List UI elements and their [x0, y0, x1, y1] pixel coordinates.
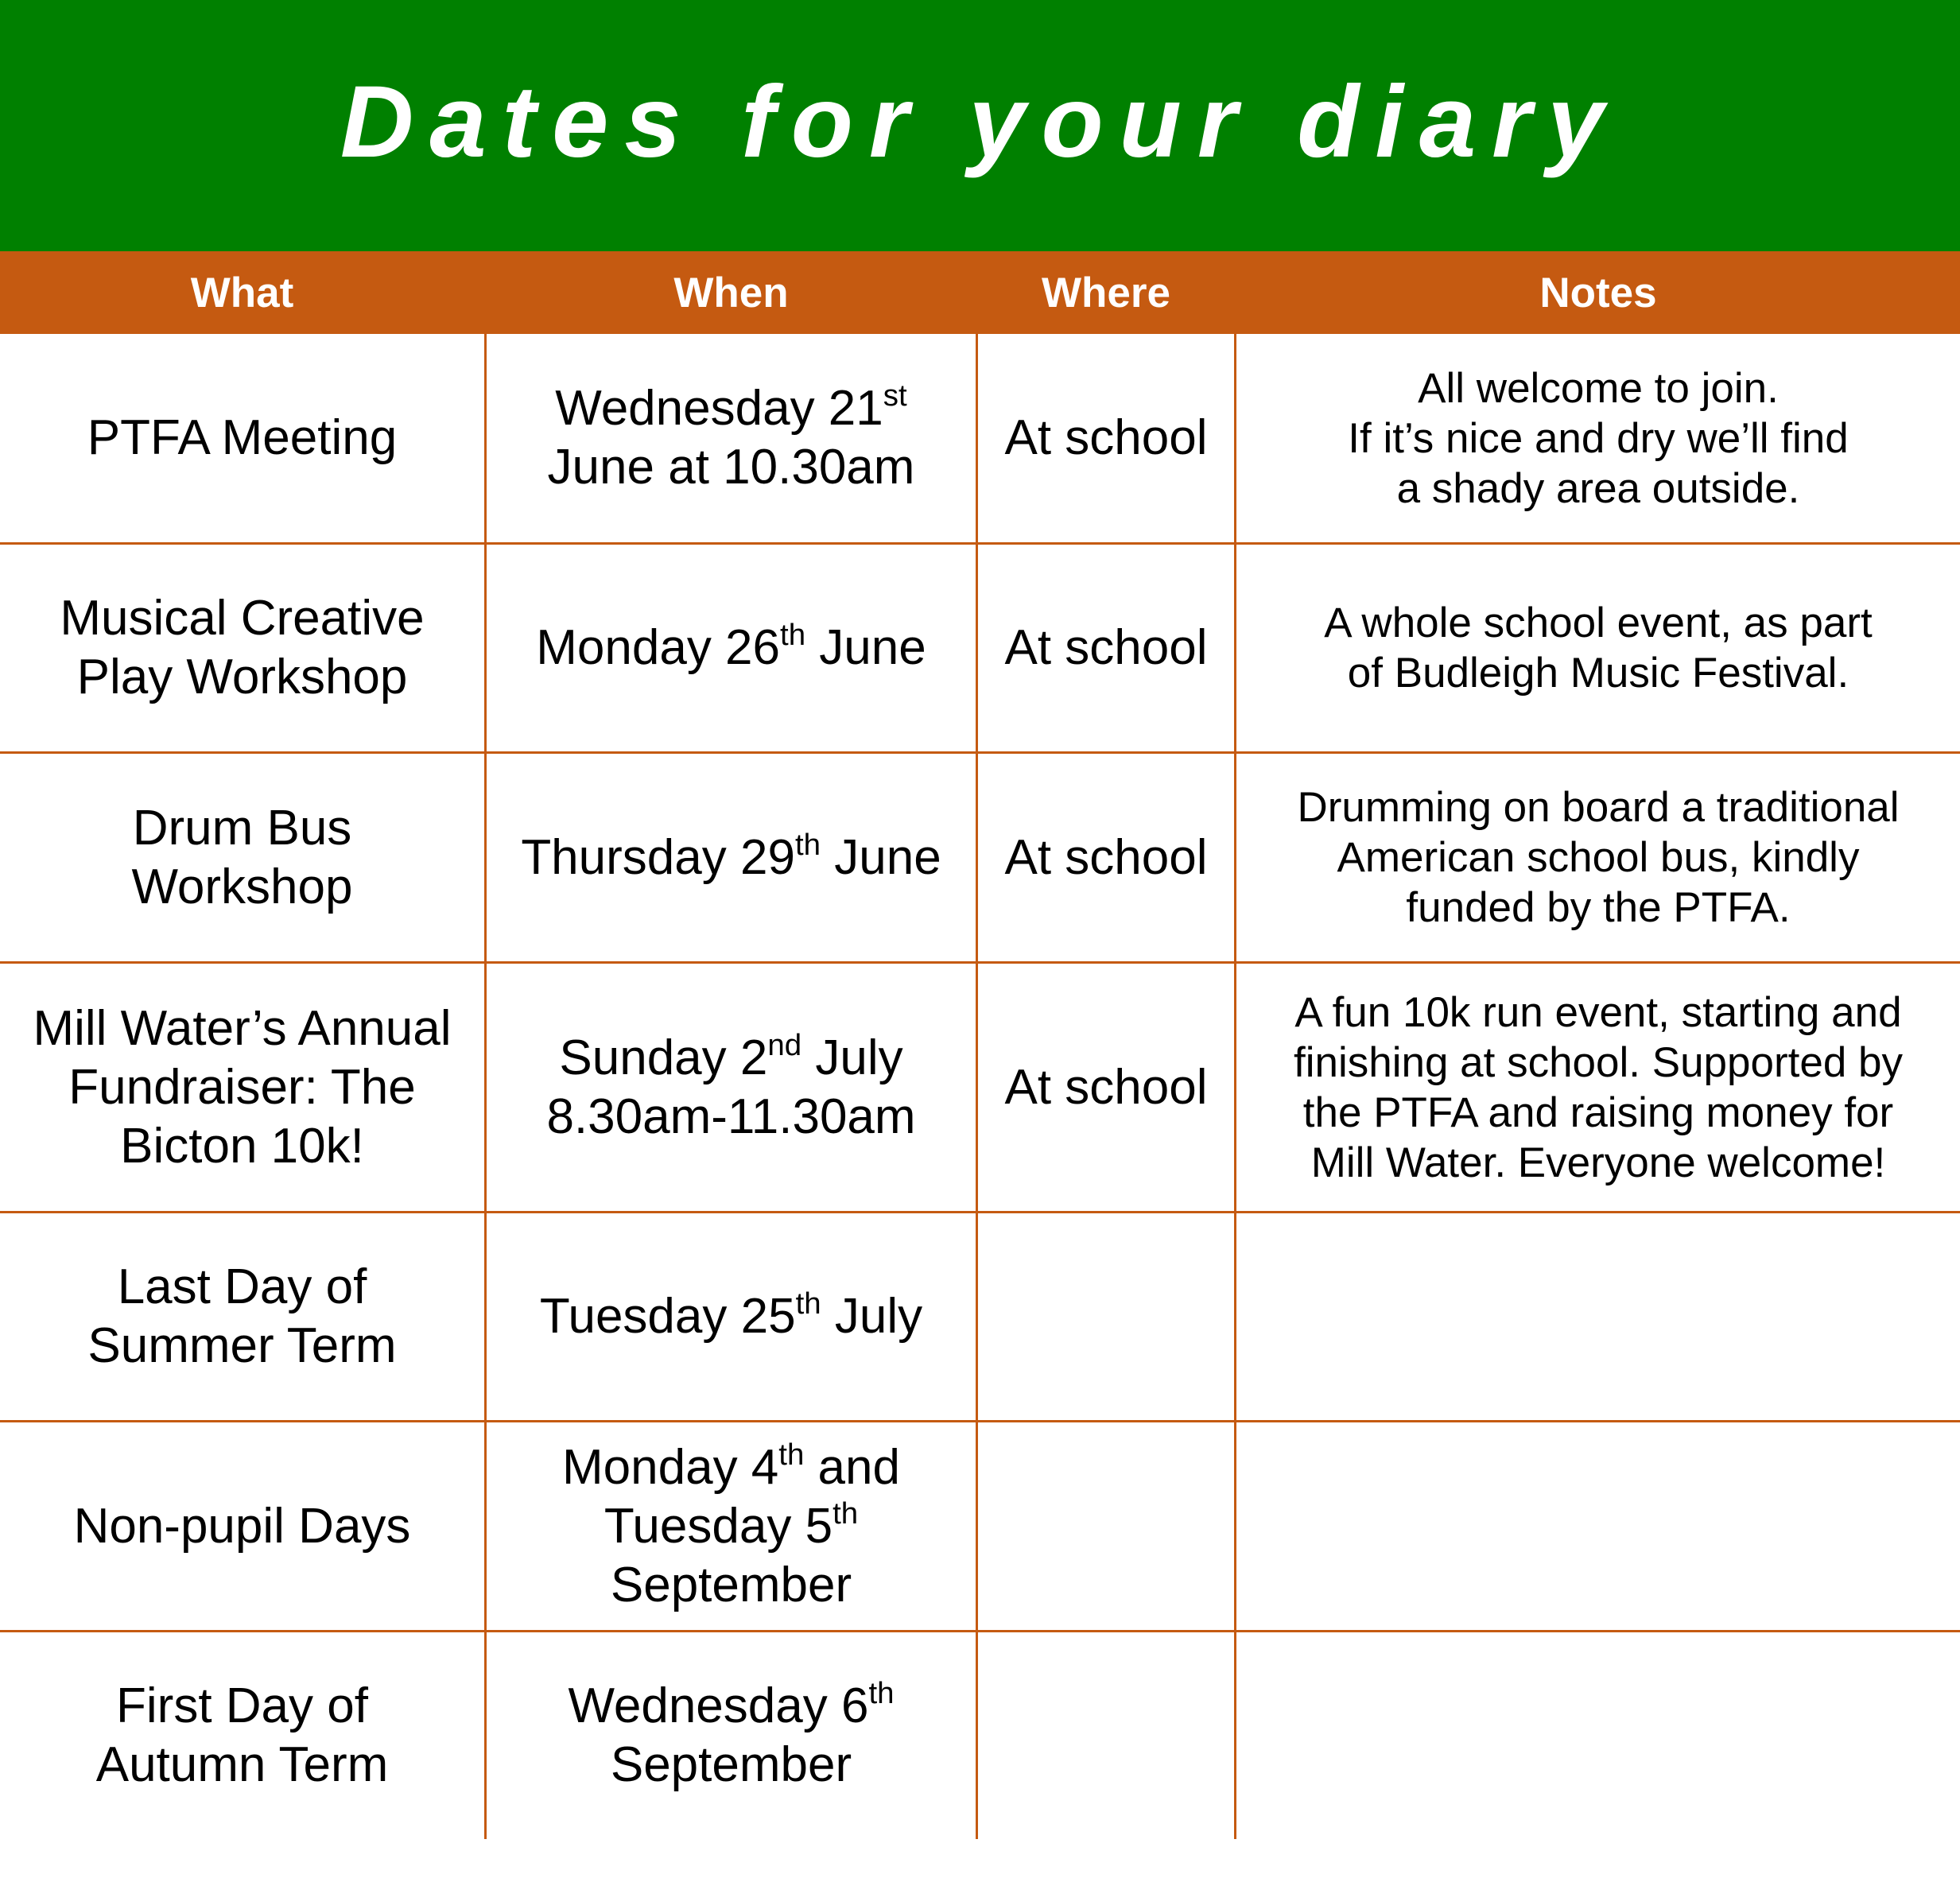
event-when-line: Tuesday 25th July	[539, 1286, 923, 1344]
event-notes-line: finishing at school. Supported by	[1293, 1038, 1904, 1086]
event-notes-line: All welcome to join.	[1418, 364, 1779, 412]
event-what	[0, 334, 484, 542]
event-what	[0, 964, 484, 1211]
table-row	[0, 964, 1960, 1211]
ordinal-suffix: st	[883, 378, 907, 413]
event-notes	[1236, 545, 1960, 751]
event-when-line: Tuesday 5th	[604, 1496, 859, 1554]
event-when	[487, 1422, 976, 1630]
event-what-text	[96, 1677, 389, 1795]
event-notes-line: of Budleigh Music Festival.	[1347, 650, 1849, 697]
event-what-text	[60, 589, 424, 707]
event-what	[0, 754, 484, 961]
event-what-text	[132, 799, 353, 917]
event-notes-line: Mill Water. Everyone welcome!	[1310, 1139, 1886, 1186]
event-where-line: At school	[1004, 829, 1208, 885]
event-when-line: Sunday 2nd July	[559, 1027, 903, 1085]
event-where	[978, 545, 1234, 751]
event-where-text	[1004, 619, 1207, 677]
column-header-when: When	[673, 269, 789, 316]
events-table	[0, 334, 1960, 1839]
event-when-text	[521, 828, 941, 887]
table-row	[0, 1422, 1960, 1630]
ordinal-suffix: th	[780, 618, 806, 653]
ordinal-suffix: nd	[767, 1027, 802, 1062]
event-notes	[1236, 1632, 1960, 1839]
event-notes-line: If it’s nice and dry we’ll find	[1348, 414, 1849, 462]
table-row	[0, 334, 1960, 542]
event-what-line: Musical Creative	[60, 591, 425, 646]
event-where-line: At school	[1004, 620, 1208, 675]
event-what	[0, 1213, 484, 1420]
event-notes-line: A whole school event, as part	[1324, 600, 1873, 646]
ordinal-suffix: th	[794, 827, 821, 862]
event-when-text	[540, 1287, 922, 1346]
event-where	[978, 964, 1234, 1211]
event-when-text	[548, 379, 915, 497]
event-where-text	[1004, 409, 1207, 468]
event-when-line: Wednesday 21st	[555, 378, 907, 436]
event-notes-text	[1294, 988, 1903, 1188]
event-when-line: September	[610, 1557, 852, 1612]
event-notes	[1236, 1422, 1960, 1630]
event-notes-line: a shady area outside.	[1396, 464, 1800, 512]
event-where	[978, 754, 1234, 961]
event-what	[0, 545, 484, 751]
table-row	[0, 754, 1960, 961]
ordinal-suffix: th	[868, 1676, 895, 1711]
title-banner	[0, 0, 1960, 251]
event-when	[487, 964, 976, 1211]
event-what-line: Summer Term	[87, 1318, 397, 1373]
event-notes-line: the PTFA and raising money for	[1302, 1088, 1894, 1136]
event-where-text	[1004, 828, 1207, 887]
event-when	[487, 545, 976, 751]
event-what	[0, 1422, 484, 1630]
event-when-line: Wednesday 6th	[568, 1676, 895, 1733]
event-what-line: Non-pupil Days	[73, 1498, 411, 1554]
event-when-line: Monday 26th June	[536, 618, 926, 675]
table-row	[0, 1213, 1960, 1420]
column-header-where: Where	[1042, 269, 1170, 316]
event-notes	[1236, 964, 1960, 1211]
event-when-text	[568, 1677, 894, 1795]
event-when-line: Thursday 29th June	[521, 827, 941, 885]
column-header-what: What	[190, 269, 294, 316]
event-when	[487, 754, 976, 961]
event-notes	[1236, 754, 1960, 961]
ordinal-suffix: th	[778, 1437, 805, 1472]
event-when	[487, 1213, 976, 1420]
event-what-line: Play Workshop	[76, 650, 408, 704]
event-when-line: Monday 4th and	[562, 1437, 900, 1495]
event-what-line: Autumn Term	[95, 1737, 389, 1792]
table-row	[0, 1632, 1960, 1839]
event-when-text	[546, 1029, 915, 1147]
ordinal-suffix: th	[795, 1286, 821, 1321]
event-when	[487, 334, 976, 542]
event-what-line: Fundraiser: The	[68, 1059, 416, 1115]
page-title: Dates for your diary	[340, 65, 1620, 179]
ordinal-suffix: th	[833, 1496, 859, 1531]
event-notes	[1236, 1213, 1960, 1420]
event-what-line: Drum Bus	[132, 800, 352, 856]
event-what-line: Last Day of	[117, 1259, 367, 1314]
column-header-notes: Notes	[1539, 269, 1657, 316]
table-row	[0, 545, 1960, 751]
table-header	[0, 251, 1960, 334]
event-notes-text	[1348, 363, 1848, 514]
event-what-line: Mill Water’s Annual	[33, 1000, 452, 1056]
event-what-text	[87, 409, 397, 468]
event-where-text	[1004, 1058, 1207, 1117]
event-notes-line: funded by the PTFA.	[1406, 884, 1791, 931]
event-where	[978, 1213, 1234, 1420]
event-what-line: First Day of	[116, 1678, 368, 1733]
event-what-text	[74, 1497, 411, 1556]
event-where-line: At school	[1004, 1059, 1208, 1115]
event-when-line: 8.30am-11.30am	[546, 1088, 916, 1144]
event-when-line: September	[610, 1737, 852, 1792]
event-notes-line: Drumming on board a traditional	[1297, 784, 1900, 831]
event-when-line: June at 10.30am	[547, 440, 915, 495]
event-what-text	[33, 999, 451, 1176]
event-what	[0, 1632, 484, 1839]
event-when	[487, 1632, 976, 1839]
event-notes-line: A fun 10k run event, starting and	[1294, 988, 1902, 1036]
event-what-line: Workshop	[131, 859, 353, 914]
event-where-line: At school	[1004, 410, 1208, 465]
event-what-line: PTFA Meeting	[87, 410, 398, 465]
event-notes-line: American school bus, kindly	[1337, 834, 1860, 881]
event-what-line: Bicton 10k!	[120, 1118, 364, 1174]
event-what-text	[87, 1258, 396, 1376]
event-notes-text	[1324, 598, 1872, 698]
event-where	[978, 1632, 1234, 1839]
event-where	[978, 334, 1234, 542]
event-when-text	[536, 619, 926, 677]
event-notes	[1236, 334, 1960, 542]
event-where	[978, 1422, 1234, 1630]
event-notes-text	[1297, 782, 1899, 933]
event-when-text	[562, 1438, 900, 1615]
